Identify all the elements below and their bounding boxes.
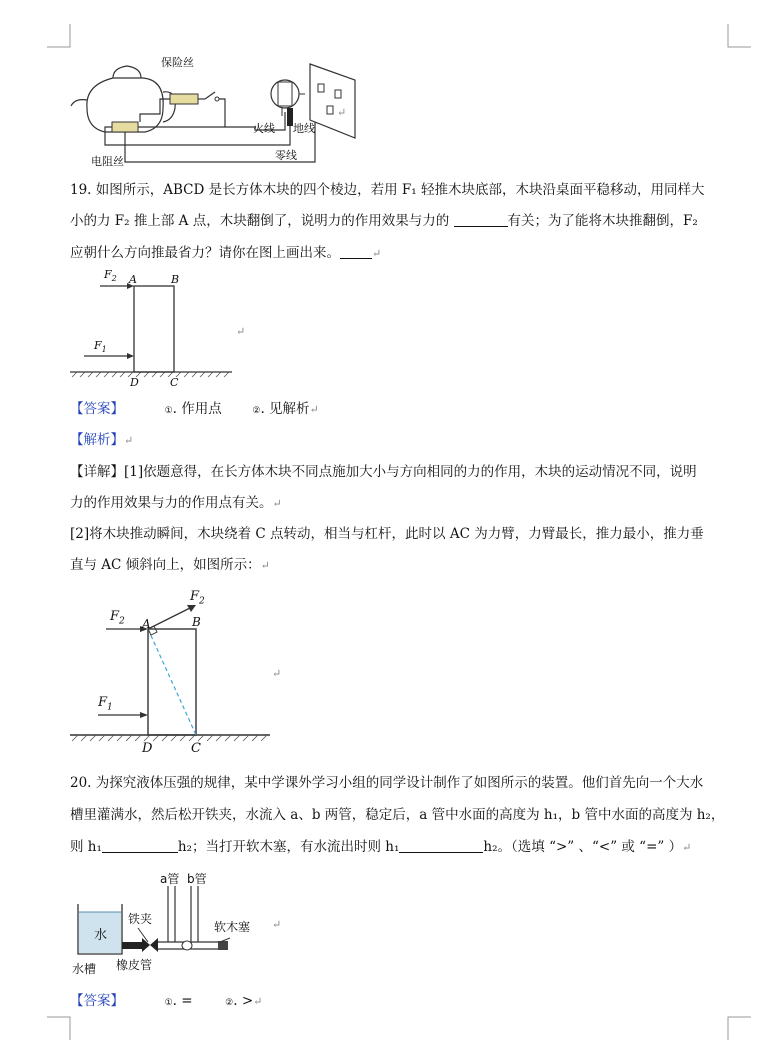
answer-2-number: ② [225, 998, 234, 1008]
q20-line3b: h₂；当打开软木塞，有水流出时则 h₁ [177, 839, 400, 855]
return-mark: ↵ [124, 434, 134, 447]
q20-line3a: 则 h₁ [70, 839, 102, 855]
resistor-label: 电阻丝 [91, 155, 124, 168]
C-label: C [191, 741, 201, 756]
q19-line2b: 有关；为了能将木块推翻倒，F₂ [507, 213, 698, 229]
D-label: D [130, 376, 139, 389]
clamp-label: 铁夹 [128, 912, 153, 926]
q19-line1: 19. 如图所示，ABCD 是长方体木块的四个棱边，若用 F₁ 轻推木块底部，木块沿桌面平稳移动，用同样大 [70, 182, 705, 198]
q19-detail-1 [70, 462, 697, 482]
return-mark: ↵ [682, 841, 692, 854]
q19-blank [454, 212, 508, 227]
ground-wire-label: 地线 [293, 122, 315, 135]
q20-blank-1 [102, 838, 178, 853]
neutral-wire-label: 零线 [275, 149, 297, 162]
q19-detail-3: [2]将木块推动瞬间，木块绕着 C 点转动，相当与杠杆，此时以 AC 为力臂，力臂最长，推力最小，推力垂 [70, 526, 704, 542]
answer-1: . 作用点 [172, 401, 222, 417]
q19-line2 [70, 211, 698, 231]
block-diagram-1 [70, 268, 250, 393]
answer-label: 【答案】 [70, 401, 124, 417]
circuit-figure [65, 50, 355, 175]
q19-detail-2 [70, 493, 282, 514]
q20-figure [70, 868, 290, 980]
return-mark: ↵ [272, 497, 282, 510]
detail-text-4: 直与 AC 倾斜向上，如图所示： [70, 557, 261, 573]
q19-figure-1 [70, 268, 250, 393]
return-mark: ↵ [272, 667, 282, 680]
q19-line3-text: 应朝什么方向推最省力？请你在图上画出来。 [70, 245, 340, 261]
B-label: B [192, 615, 201, 629]
detail-label: 【详解】 [70, 464, 124, 480]
A-label: A [142, 617, 151, 631]
live-wire-label: 火线 [253, 122, 275, 135]
q19-line3 [70, 243, 381, 264]
detail-text-2: 力的作用效果与力的作用点有关。 [70, 495, 273, 511]
return-mark: ↵ [260, 559, 270, 572]
return-mark: ↵ [372, 247, 382, 260]
return-mark: ↵ [337, 106, 347, 119]
D-label: D [142, 741, 153, 756]
q19-analysis [70, 430, 133, 451]
q19-figure-2 [70, 585, 300, 760]
q20-line1: 20. 为探究液体压强的规律，某中学课外学习小组的同学设计制作了如图所示的装置。他们首先向一个大水 [70, 775, 704, 791]
q19-blank-2 [340, 244, 372, 259]
q19-detail-4 [70, 555, 270, 576]
cork-label: 软木塞 [214, 920, 251, 934]
return-mark: ↵ [272, 918, 282, 931]
tube-a-label: a管 [160, 872, 180, 886]
q19-line2a: 小的力 F₂ 推上部 A 点，木块翻倒了，说明力的作用效果与力的 [70, 213, 450, 229]
q19-answer [70, 399, 319, 421]
tube-b-label: b管 [187, 872, 207, 886]
hose-label: 橡皮管 [116, 958, 153, 972]
water-label: 水 [94, 928, 108, 943]
answer-1-number: ① [164, 998, 173, 1008]
return-mark: ↵ [236, 325, 246, 338]
F2-label: $F_2$ [110, 609, 125, 627]
B-label: B [171, 273, 180, 286]
return-mark: ↵ [309, 403, 319, 416]
answer-1: . = [172, 993, 193, 1009]
tank-label: 水槽 [72, 962, 97, 976]
F1-label: $F_1$ [98, 695, 113, 713]
q20-line2: 槽里灌满水，然后松开铁夹，水流入 a、b 两管，稳定后，a 管中水面的高度为 h₁，b 管中水面的高度为 h₂， [70, 807, 725, 823]
answer-label: 【答案】 [70, 993, 124, 1009]
detail-text-1: [1]依题意得，在长方体木块不同点施加大小与方向相同的力的作用，木块的运动情况不同，说明 [124, 464, 697, 480]
F2-label: $F_2$ [104, 268, 117, 284]
block-diagram-2 [70, 585, 300, 760]
C-label: C [170, 376, 179, 389]
answer-2-number: ② [252, 406, 261, 416]
q20-blank-2 [399, 838, 483, 853]
analysis-label: 【解析】 [70, 432, 124, 448]
F1-label: $F_1$ [94, 339, 107, 355]
answer-2: . > [233, 993, 254, 1009]
A-label: A [129, 273, 137, 286]
q20-line3c: h₂。（选填 “>” 、“<” 或 “=” ） [483, 839, 683, 855]
return-mark: ↵ [253, 995, 263, 1008]
fuse-label: 保险丝 [161, 56, 194, 69]
q20-answer [70, 991, 262, 1013]
q20-line3 [70, 837, 691, 858]
answer-1-number: ① [164, 406, 173, 416]
answer-2: . 见解析 [260, 401, 310, 417]
F2-solution-label: $F_2$ [190, 589, 205, 607]
